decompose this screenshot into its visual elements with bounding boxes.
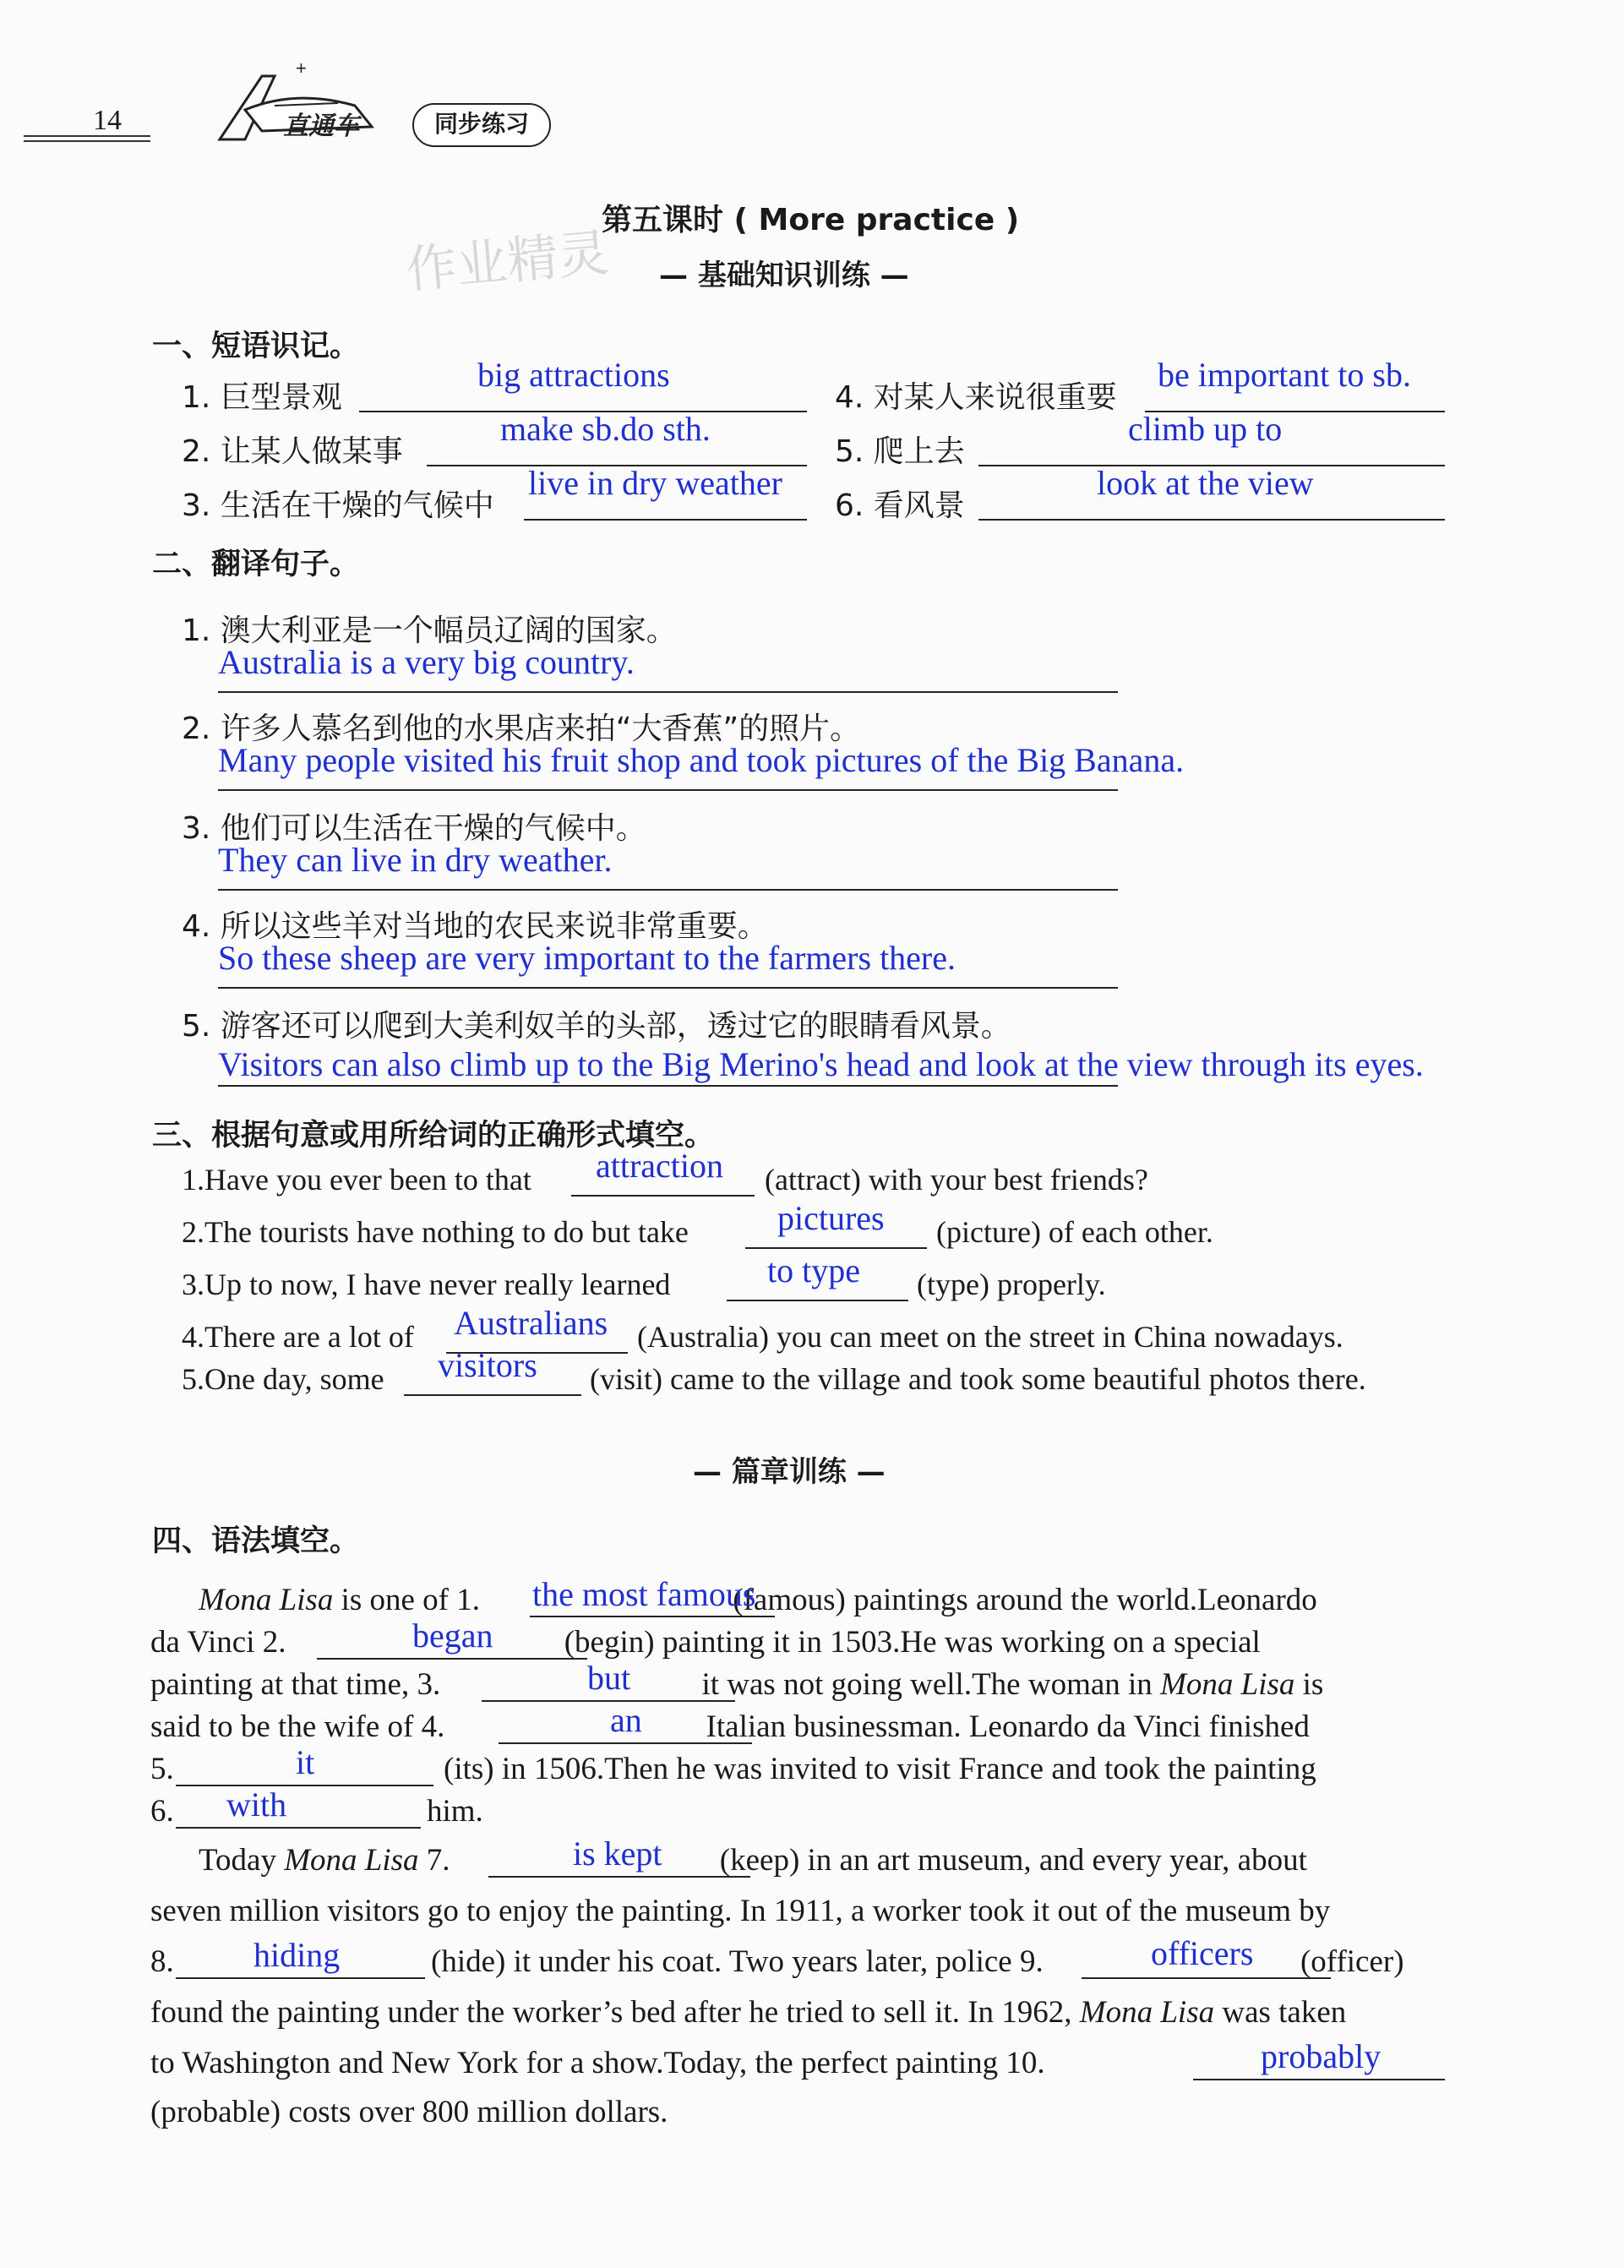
cloze-blank-5[interactable]: [176, 1785, 433, 1786]
cloze-answer-1: the most famous: [532, 1575, 756, 1613]
section3-title: 三、根据句意或用所给词的正确形式填空。: [152, 1119, 715, 1153]
translate-5-blank[interactable]: [218, 1085, 1118, 1087]
translate-3-blank[interactable]: [218, 889, 1118, 891]
translate-4-prompt: 4. 所以这些羊对当地的农民来说非常重要。: [182, 909, 768, 944]
translate-2-blank[interactable]: [218, 789, 1118, 791]
translate-3-prompt: 3. 他们可以生活在干燥的气候中。: [182, 811, 646, 846]
phrase-3-prompt: 3. 生活在干燥的气候中: [182, 488, 494, 523]
section2-title: 二、翻译句子。: [152, 548, 360, 581]
fill-5-before: 5.One day, some: [182, 1362, 384, 1396]
cloze-line-10: found the painting under the worker’s bed after he tried to sell it. In 1962, Mona Lisa was taken: [150, 1995, 1347, 2030]
cloze-line-5: 5. (its) in 1506.Then he was invited to visit France and took the painting: [150, 1752, 1316, 1786]
cloze-answer-8: hiding: [253, 1936, 341, 1974]
translate-1-prompt: 1. 澳大利亚是一个幅员辽阔的国家。: [182, 613, 677, 648]
fill-3-blank[interactable]: [727, 1300, 908, 1301]
cloze-line-6: 6. him.: [150, 1794, 483, 1829]
translate-1-blank[interactable]: [218, 691, 1118, 693]
fill-1-answer: attraction: [596, 1147, 724, 1185]
fill-2-blank[interactable]: [745, 1247, 927, 1249]
cloze-answer-2: began: [412, 1616, 493, 1655]
phrase-3-blank[interactable]: [524, 519, 807, 521]
cloze-blank-2[interactable]: [317, 1658, 587, 1660]
cloze-blank-10[interactable]: [1193, 2079, 1445, 2080]
translate-4-answer: So these sheep are very important to the farmers there.: [218, 939, 956, 977]
translate-5-answer: Visitors can also climb up to the Big Merino's head and look at the view through its eyes.: [218, 1045, 1424, 1083]
cloze-answer-3: but: [587, 1659, 631, 1697]
logo-text: 直通车: [283, 112, 359, 141]
cloze-answer-5: it: [296, 1743, 315, 1781]
fill-4-after: (Australia) you can meet on the street in China nowadays.: [637, 1320, 1343, 1354]
fill-5-after: (visit) came to the village and took some beautiful photos there.: [590, 1362, 1366, 1396]
translate-2-answer: Many people visited his fruit shop and took pictures of the Big Banana.: [218, 741, 1185, 779]
cloze-answer-10: probably: [1261, 2037, 1381, 2075]
translate-4-blank[interactable]: [218, 987, 1118, 989]
fill-4-answer: Australians: [454, 1304, 608, 1342]
fill-5-blank[interactable]: [404, 1394, 581, 1396]
cloze-line-2: da Vinci 2. (begin) painting it in 1503.He was working on a special: [150, 1625, 1261, 1660]
watermark: 作业精灵: [403, 223, 612, 301]
cloze-blank-6[interactable]: [176, 1827, 421, 1829]
phrase-2-prompt: 2. 让某人做某事: [182, 434, 403, 469]
badge-sync-practice: 同步练习: [412, 103, 551, 147]
header-rule: [24, 135, 150, 142]
cloze-answer-6: with: [226, 1786, 287, 1824]
fill-3-after: (type) properly.: [917, 1268, 1106, 1301]
phrase-4-answer: be important to sb.: [1158, 356, 1411, 394]
lesson-title: 第五课时 ( More practice ): [602, 203, 1020, 237]
cloze-blank-8[interactable]: [176, 1977, 425, 1979]
phrase-6-prompt: 6. 看风景: [835, 488, 965, 523]
cloze-answer-9: officers: [1151, 1934, 1254, 1972]
cloze-line-11: to Washington and New York for a show.Today, the perfect painting 10.: [150, 2046, 1045, 2080]
cloze-answer-4: an: [610, 1701, 642, 1739]
translate-5-prompt: 5. 游客还可以爬到大美利奴羊的头部，透过它的眼睛看风景。: [182, 1009, 1011, 1044]
cloze-line-3: painting at that time, 3. it was not going well.The woman in Mona Lisa is: [150, 1667, 1324, 1702]
fill-3-before: 3.Up to now, I have never really learned: [182, 1268, 671, 1301]
translate-2-prompt: 2. 许多人慕名到他的水果店来拍“大香蕉”的照片。: [182, 711, 861, 746]
phrase-6-answer: look at the view: [1097, 464, 1314, 502]
translate-3-answer: They can live in dry weather.: [218, 841, 613, 879]
cloze-line-1: Mona Lisa is one of 1. (famous) paintings around the world.Leonardo: [199, 1583, 1317, 1617]
phrase-4-prompt: 4. 对某人来说很重要: [835, 380, 1117, 415]
phrase-1-prompt: 1. 巨型景观: [182, 380, 342, 415]
fill-4-before: 4.There are a lot of: [182, 1320, 414, 1354]
chapter-subtitle: — 篇章训练 —: [693, 1455, 886, 1489]
phrase-6-blank[interactable]: [978, 519, 1445, 521]
phrase-5-answer: climb up to: [1128, 410, 1283, 448]
cloze-blank-4[interactable]: [499, 1742, 752, 1744]
cloze-line-12: (probable) costs over 800 million dollars.: [150, 2095, 668, 2129]
lesson-subtitle: — 基础知识训练 —: [659, 259, 909, 292]
section1-title: 一、短语识记。: [152, 330, 360, 363]
svg-text:+: +: [296, 59, 307, 79]
phrase-1-answer: big attractions: [477, 356, 670, 394]
cloze-line-8: seven million visitors go to enjoy the painting. In 1911, a worker took it out of the museum by: [150, 1894, 1331, 1928]
cloze-line-9: 8. (hide) it under his coat. Two years later, police 9. (officer): [150, 1944, 1404, 1979]
fill-5-answer: visitors: [438, 1346, 537, 1384]
phrase-5-prompt: 5. 爬上去: [835, 434, 965, 469]
fill-1-before: 1.Have you ever been to that: [182, 1163, 531, 1197]
cloze-answer-7: is kept: [573, 1835, 662, 1873]
fill-1-blank[interactable]: [571, 1195, 755, 1197]
section4-title: 四、语法填空。: [152, 1524, 360, 1558]
fill-2-answer: pictures: [777, 1199, 885, 1237]
cloze-line-7: Today Mona Lisa 7. (keep) in an art museum, and every year, about: [199, 1843, 1307, 1878]
phrase-2-answer: make sb.do sth.: [500, 410, 711, 448]
fill-3-answer: to type: [767, 1251, 860, 1289]
page-number: 14: [93, 105, 122, 136]
cloze-blank-1[interactable]: [530, 1616, 775, 1617]
cloze-blank-7[interactable]: [488, 1876, 750, 1878]
fill-2-before: 2.The tourists have nothing to do but take: [182, 1215, 689, 1249]
phrase-3-answer: live in dry weather: [528, 464, 782, 502]
cloze-line-4: said to be the wife of 4. Italian businessman. Leonardo da Vinci finished: [150, 1709, 1310, 1744]
fill-2-after: (picture) of each other.: [936, 1215, 1213, 1249]
cloze-blank-9[interactable]: [1082, 1977, 1331, 1979]
translate-1-answer: Australia is a very big country.: [218, 643, 635, 681]
cloze-blank-3[interactable]: [482, 1700, 735, 1702]
fill-1-after: (attract) with your best friends?: [765, 1163, 1148, 1197]
